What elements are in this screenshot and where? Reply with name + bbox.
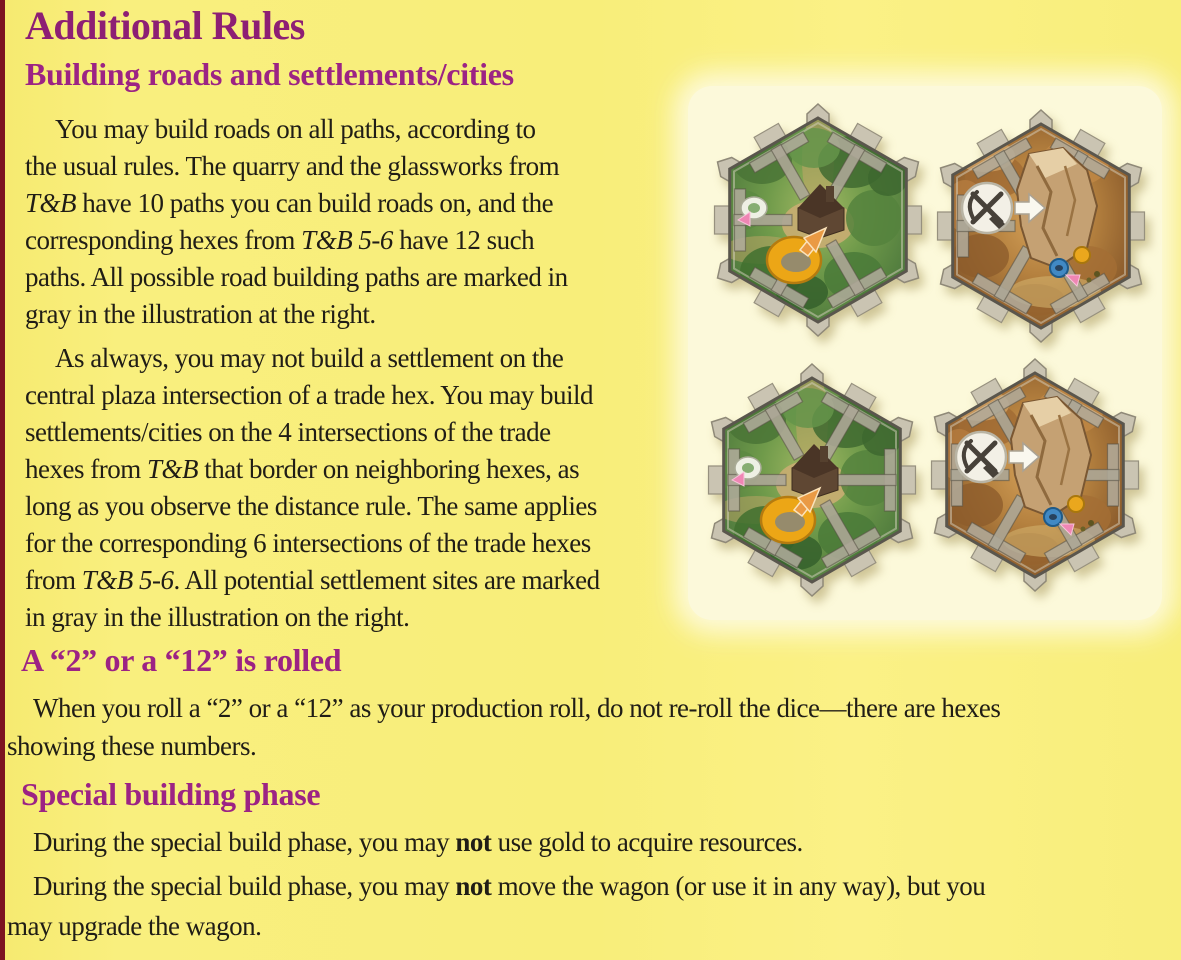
text-line: During the special build phase, you may not move the wagon (or use it in any way), but you bbox=[33, 871, 986, 901]
quarry-hex-tb-illustration bbox=[925, 96, 1157, 356]
text-line: for the corresponding 6 intersections of the trade hexes bbox=[25, 528, 591, 558]
glassworks-hex-tb-illustration bbox=[702, 90, 934, 350]
text-line: the usual rules. The quarry and the glassworks from bbox=[25, 151, 560, 181]
text-line: showing these numbers. bbox=[7, 731, 257, 761]
text-line: You may build roads on all paths, according to bbox=[55, 114, 536, 144]
section-heading-roll: A “2” or a “12” is rolled bbox=[21, 642, 342, 678]
paragraph-roads bbox=[25, 111, 675, 333]
text-line: paths. All possible road building paths are marked in bbox=[25, 262, 568, 292]
text-line: may upgrade the wagon. bbox=[7, 911, 262, 941]
page-title: Additional Rules bbox=[25, 3, 305, 48]
text-line: hexes from T&B that border on neighboring hexes, as bbox=[25, 454, 580, 484]
text-line: corresponding hexes from T&B 5-6 have 12 such bbox=[25, 225, 535, 255]
text-line: During the special build phase, you may not use gold to acquire resources. bbox=[33, 827, 803, 857]
text-line: T&B have 10 paths you can build roads on, and the bbox=[25, 188, 554, 218]
text-line: in gray in the illustration on the right. bbox=[25, 602, 410, 632]
text-line: As always, you may not build a settlement on the bbox=[55, 343, 564, 373]
paragraph-special-gold bbox=[7, 824, 1172, 861]
text-line: settlements/cities on the 4 intersections of the trade bbox=[25, 417, 551, 447]
page-edge-stripe bbox=[0, 0, 5, 960]
text-line: central plaza intersection of a trade hex. You may build bbox=[25, 380, 594, 410]
section-heading-building: Building roads and settlements/cities bbox=[25, 56, 514, 92]
paragraph-roll bbox=[7, 689, 1172, 765]
section-heading-special-build: Special building phase bbox=[21, 776, 321, 812]
glassworks-hex-tb56-illustration bbox=[696, 350, 928, 610]
paragraph-settlements bbox=[25, 340, 685, 636]
paragraph-special-wagon bbox=[7, 866, 1172, 946]
text-line: from T&B 5-6. All potential settlement sites are marked bbox=[25, 565, 600, 595]
text-line: When you roll a “2” or a “12” as your production roll, do not re-roll the dice—there are hexes bbox=[33, 693, 1001, 723]
hex-illustration-panel bbox=[688, 86, 1162, 620]
quarry-hex-tb56-illustration bbox=[919, 345, 1151, 605]
text-line: long as you observe the distance rule. The same applies bbox=[25, 491, 597, 521]
text-line: gray in the illustration at the right. bbox=[25, 299, 376, 329]
